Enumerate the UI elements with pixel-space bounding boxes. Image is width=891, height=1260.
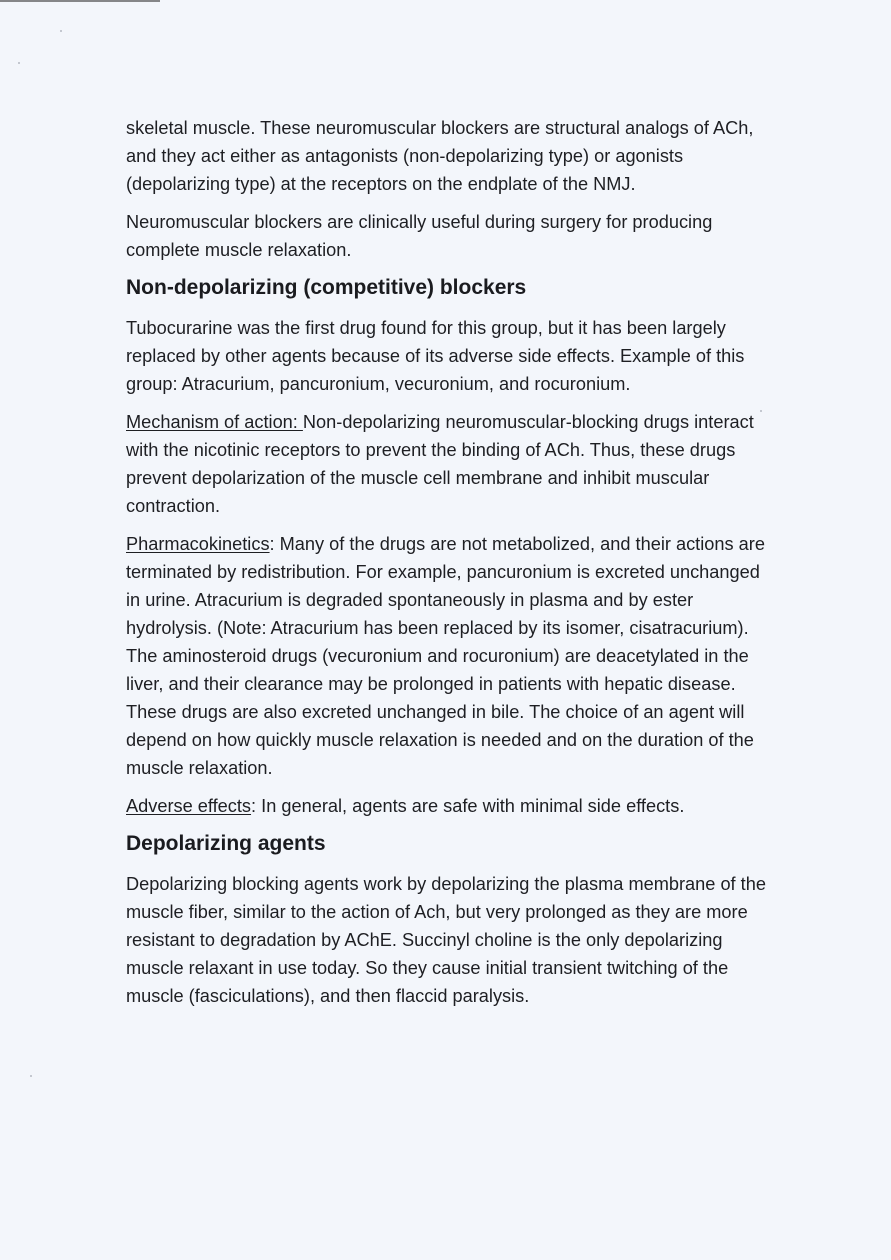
paragraph-clinical-use: Neuromuscular blockers are clinically useful during surgery for producing complete muscle relaxation. (126, 212, 713, 260)
scan-speck (30, 1075, 32, 1077)
scan-speck (18, 62, 20, 64)
paragraph-depolarizing: Depolarizing blocking agents work by depolarizing the plasma membrane of the muscle fiber, similar to the action of Ach, but very prolonged as they are more resistant to degradation by AChE. Succinyl choline is the only depolarizing muscle relaxant in use today. So they cause initial transient twitching of the muscle (fasciculations), and then flaccid paralysis. (126, 874, 766, 1006)
scan-speck (60, 30, 62, 32)
mechanism-text: Non-depolarizing neuromuscular-blocking drugs interact with the nicotinic receptors to prevent the binding of ACh. Thus, these drugs prevent depolarization of the muscle cell membrane and inhibit muscular contraction. (126, 412, 754, 516)
mechanism-label: Mechanism of action: (126, 412, 303, 432)
paragraph-adverse-effects (126, 792, 766, 820)
pharmacokinetics-label: Pharmacokinetics (126, 534, 270, 554)
scan-top-edge-line (0, 0, 160, 2)
heading-depolarizing: Depolarizing agents (126, 832, 326, 855)
document-page (126, 114, 766, 1020)
pharmacokinetics-text: : Many of the drugs are not metabolized, and their actions are terminated by redistribution. For example, pancuronium is excreted unchanged in urine. Atracurium is degraded spontaneously in plasma and by ester hydrolysis. (Note: Atracurium has been replaced by its isomer, cisatracurium). The aminosteroid drugs (vecuronium and rocuronium) are deacetylated in the liver, and their clearance may be prolonged in patients with hepatic disease. These drugs are also excreted unchanged in bile. The choice of an agent will depend on how quickly muscle relaxation is needed and on the duration of the muscle relaxation. (126, 534, 765, 778)
adverse-effects-text: : In general, agents are safe with minimal side effects. (251, 796, 685, 816)
paragraph-mechanism (126, 408, 766, 520)
heading-non-depolarizing: Non-depolarizing (competitive) blockers (126, 276, 527, 299)
paragraph-non-depolarizing-intro: Tubocurarine was the first drug found for this group, but it has been largely replaced by other agents because of its adverse side effects. Example of this group: Atracurium, pancuronium, vecuronium, and rocuronium. (126, 318, 745, 394)
paragraph-intro: skeletal muscle. These neuromuscular blockers are structural analogs of ACh, and they act either as antagonists (non-depolarizing type) or agonists (depolarizing type) at the receptors on the endplate of the NMJ. (126, 118, 754, 194)
paragraph-pharmacokinetics (126, 530, 766, 782)
adverse-effects-label: Adverse effects (126, 796, 252, 816)
